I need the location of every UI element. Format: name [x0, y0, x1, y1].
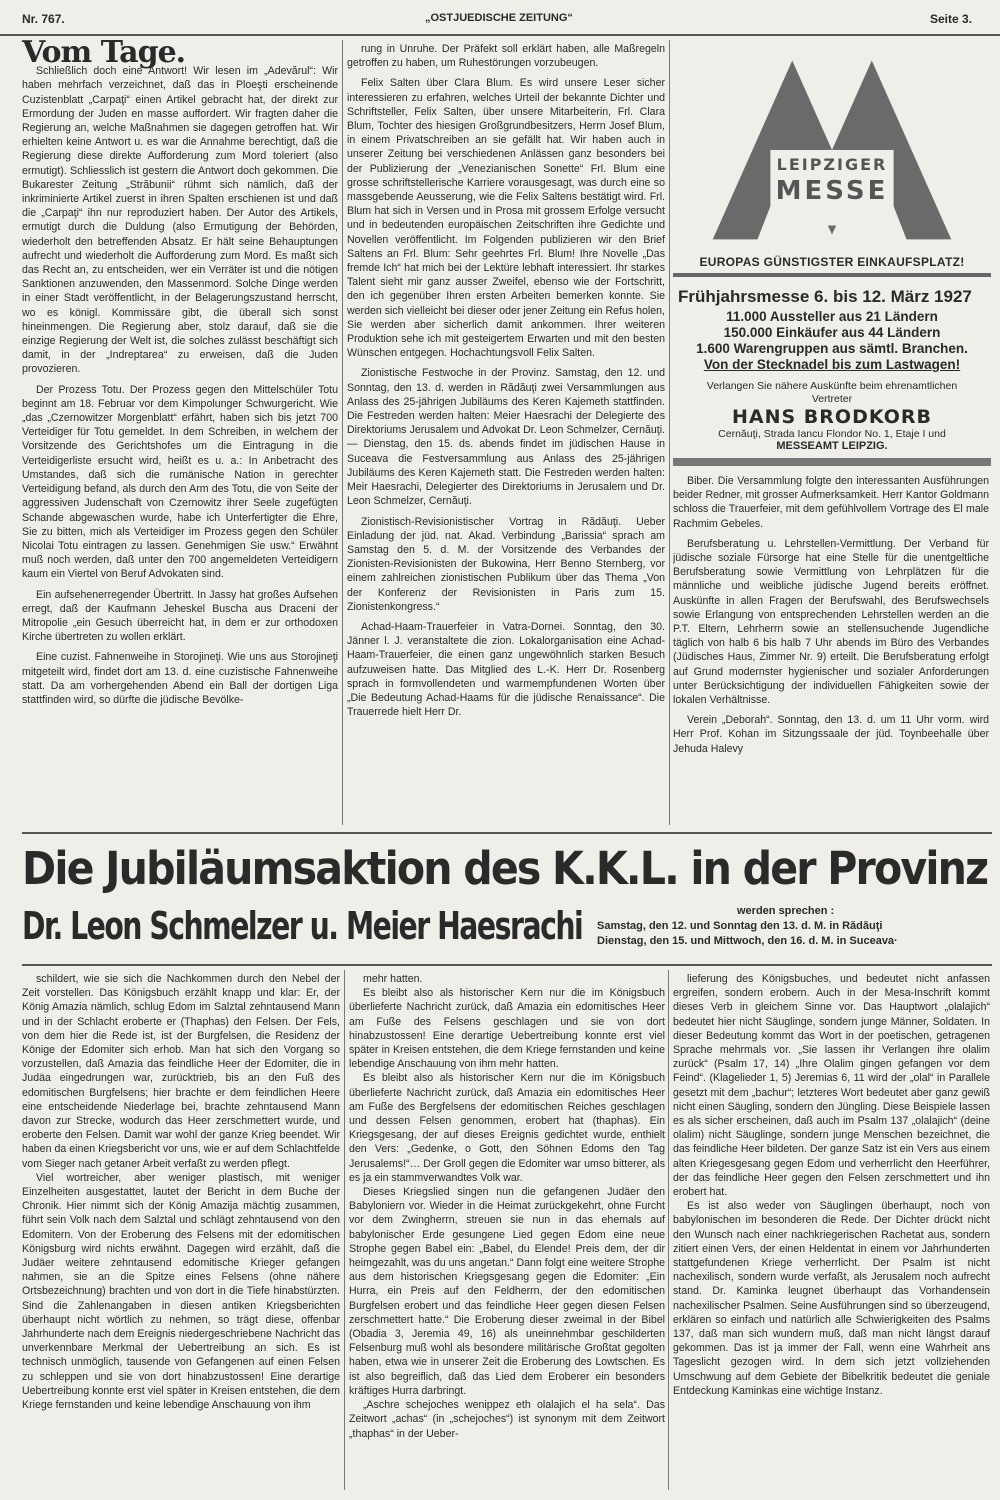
column-divider [668, 970, 669, 1490]
paragraph: Felix Salten über Clara Blum. Es wird unsere Leser sicher interessieren zu erfahren, welches Urteil der bekannte Dichter und Schriftsteller, Felix Salten, über unsere Mitarbeiterin, Frl. Clara Blum, Tochter des hiesigen Großgrundbesitzers, Herrn Josef Blum, in einem Privatschreiben an sie gefällt hat. Wir haben auch in unserer Zeitung bei verschiedenen Anlässen ganz besonders bei der Publizierung der „Venezianischen Sonette“ Frl. Blum eine grosse schriftstellerische Karriere vorausgesagt, was durch eine so massgebende Aeusserung, wie die Felix Saltens bestätigt wird. Frl. Blum hat sich in Versen und in Prosa mit grossem Erfolge versucht und in bedeutenden europäischen Zeitschriften ihre Gedichte und Novellen veröffentlicht. Im Folgenden publizieren wir den Brief Saltens an Frl. Blum: Sehr geehrtes Frl. Blum! Ihre Novelle „Das fremde Ich“ hat mich bei der Lektüre lebhaft interessiert. Ihr starkes Talent sieht mir ganz ausser Zweifel, ebenso wie der Fortschritt, den ich gegenüber Ihren ersten Arbeiten bemerken konnte. Sie werden sich vielleicht bei dieser oder jener Zeitung ein Refus holen, Sie werden aber sicherlich damit ankommen. Ihrer weiteren Produktion sehe ich mit gesteigertem Erwarten und mit den besten Wünschen entgegen. Hochachtungsvoll Felix Salten. [347, 77, 665, 360]
paragraph: Dieses Kriegslied singen nun die gefangenen Judäer den Babyloniern vor. Wieder in die Heimat zurückgekehrt, ohne Furcht vor dem Zwingherrn, streuen sie nun in das ehemals auf babylonischer Erde gesungene Lied gegen Edom eine neue Strophe gegen Babel ein: „Babel, du Elende! Preis dem, der dir heimgezahlt, was du uns angetan.“ Dann folgt eine weitere Strophe aus dem historischen Kriegsgesang gegen die Edomiter: „Ein Hurra, ein Preis auf den Feldherrn, der den edomitischen Burgfelsen erobert und das feindliche Heer gegen diesen Felsen zerschmettert hatte.“ Die Eroberung dieser zweimal in der Bibel (Obadia 3, Jeremia 49, 16) als uneinnehmbar geschilderten Felsenburg muß wohl als besondere militärische Großtat gegolten haben, etwa wie in unserer Zeit die Eroberung des Lowtschen. Es ist also begreiflich, daß das Lied dem Eroberer ein besonders kräftiges Hurra darbringt. [349, 1186, 665, 1397]
leipziger-messe-advertisement [673, 40, 991, 466]
newspaper-title: „OSTJUEDISCHE ZEITUNG“ [425, 12, 573, 24]
ad-office: MESSEAMT LEIPZIG. [673, 440, 991, 466]
page-number: Seite 3. [930, 12, 973, 26]
paragraph: Eine cuzist. Fahnenweihe in Storojineţi. Wie uns aus Storojineţi mitgeteilt wird, findet dort am 13. d. eine cuzistische Fahnenweihe statt. Da am vorhergehenden Abend ein Ball der dortigen Liga stattfinden wird, so dürfte die jüdische Bevölke- [22, 651, 338, 706]
column-divider [669, 40, 670, 825]
page-header [0, 0, 1000, 36]
jubilee-banner [22, 832, 992, 966]
bottom-column-1 [22, 972, 340, 1412]
ad-tagline: Von der Stecknadel bis zum Lastwagen! [703, 357, 961, 372]
ad-stat-line: 150.000 Einkäufer aus 44 Ländern [723, 325, 941, 340]
paragraph: Viel wortreicher, aber weniger plastisch, mit weniger Einzelheiten ausgestattet, lautet der Bericht in dem Buche der Chronik. Hier nimmt sich der König Amazija mächtig zusammen, führt sein Volk nach dem Salztal und schlägt zehntausend von den Edomitern. Von der Eroberung des Felsens mit der edomitischen Königsburg wird nichts erwähnt. Dagegen wird erzählt, daß die Judäer weitere zehntausend edomitische Krieger gefangen nahmen, sie an die Spitze eines Felsens (ohne nähere Ortsbezeichnung) brachten und von dort in die Tiefe hinabstürzten. Sind die Zahlenangaben in diesen antiken Kriegsberichten überhaupt nicht wörtlich zu nehmen, so trägt diese, offenbar Jahrhunderte nach dem Ereignis niedergeschriebene Nachricht das unverkennbare Merkmal der Uebertreibung an sich. Es ist technisch unmöglich, tausende von Gefangenen auf einen Felsen zu schleppen und sie von dort hinabzustossen! Eine derartige Uebertreibung konnte erst viel später in Kreisen entstehen, die dem Kriege fernstanden und keine lebendige Anschauung von ihm [22, 1171, 340, 1412]
paragraph: mehr hatten. [363, 973, 423, 985]
banner-speakers: Dr. Leon Schmelzer u. Meier Haesrachi [22, 904, 583, 948]
paragraph: Es bleibt also als historischer Kern nur die im Königsbuch überlieferte Nachricht zurück, daß Amazia ein edomitisches Heer am Fuße des Felsens geschlagen und sie von dort hinabzustossen! Eine derartige Uebertreibung konnte erst viel später in Kreisen entstehen, die dem Kriege fernstanden und keine lebendige Anschauung von ihm mehr hatten. [349, 987, 665, 1071]
paragraph: Verein „Deborah“. Sonntag, den 13. d. um 11 Uhr vorm. wird Herr Prof. Kohan im Sitzungssaale der jüd. Toynbeehalle über Jehuda Halevy [673, 714, 989, 755]
schedule-line: Samstag, den 12. und Sonntag den 13. d. M. in Rădăuţi [597, 920, 883, 932]
paragraph: Biber. Die Versammlung folgte den interessanten Ausführungen beider Redner, mit grosser Aufmerksamkeit. Herr Kantor Goldmann schloss die Trauerfeier, mit dem gefühlvollem Vortrage des El male Rachmim Gebeles. [673, 475, 989, 530]
paragraph: rung in Unruhe. Der Präfekt soll erklärt haben, alle Maßregeln getroffen zu haben, um Ruhestörungen vorzubeugen. [347, 43, 665, 70]
speak-label: werden sprechen : [737, 905, 835, 917]
issue-number: Nr. 767. [22, 12, 65, 26]
ad-stat-line: 1.600 Warengruppen aus sämtl. Branchen. [696, 341, 968, 356]
logo-leipziger: LEIPZIGER [776, 155, 888, 174]
ad-stat-line: 11.000 Aussteller aus 21 Ländern [726, 309, 938, 324]
paragraph: Ein aufsehenerregender Übertritt. In Jassy hat großes Aufsehen erregt, daß der Kaufmann Jeheskel Buscha aus Draceni der Mitropolie „ein Gesuch überreicht hat, in dem er zur orthodoxen Kirche übertreten zu wollen erklärt. [22, 588, 338, 644]
paragraph: Achad-Haam-Trauerfeier in Vatra-Dornei. Sonntag, den 30. Jänner l. J. veranstaltete die zion. Lokalorganisation eine Achad-Haam-Trauerfeier, die einen ganz ungewöhnlich starken Besuch aufzuweisen hatte. Das Mitglied des L.-K. Herr Dr. Rosenberg sprach in formvollendeten und warmempfundenen Worten über „Die Bedeutung Achad-Haams für die jüdische Renaissance“. Die Trauerrede hielt Herr Dr. [347, 620, 665, 719]
paragraph: „Aschre schejoches wenippez eth olalajich el ha sela“. Das Zeitwort „achas“ (in „schejoches“) ist synonym mit dem Zeitwort „thaphas“ in der Ueber- [349, 1399, 665, 1440]
ad-address: Cernăuţi, Strada Iancu Flondor No. 1, Etaje I und [718, 428, 946, 440]
banner-headline: Die Jubiläumsaktion des K.K.L. in der Provinz [22, 842, 988, 895]
paragraph: Der Prozess Totu. Der Prozess gegen den Mittelschüler Totu beginnt am 18. Februar vor dem Kimpolunger Schwurgericht. Wie „das „Czernowitzer Morgenblatt“ erfährt, haben sich bis jetzt 700 Verteidiger für Totu gemeldet. In dem Schreiben, in welchem der Vorsitzende des Gerichtshofes um die Eintragung in die Verteidigerliste ersucht wird, heißt es u. a.: In Anbetracht des Umstandes, daß sich die rumänische Nation in gerechter Verteidigung befand, als durch den Arm des Totu, die von Seite der aggressiven Judenschaft von Czernowitz ihrer Seele zugefügten Schande abgewaschen wurde, habe ich Unterfertigter die Ehre, Sie zu bitten, mich als Verteidiger im Prozess gegen den Schüler Nicolai Totu eintragen zu lassen. Genehmigen Sie usw.“ Erwähnt muß noch werden, daß unter den 700 angemeldeten Verteidigern kaum ein Viertel von Beruf Advokaten sind. [22, 383, 338, 581]
column-divider [342, 40, 343, 825]
ad-stats [673, 309, 991, 357]
column-divider [344, 970, 345, 1490]
paragraph: Zionistische Festwoche in der Provinz. Samstag, den 12. und Sonntag, den 13. d. werden in Rădăuţi zwei Versammlungen aus Anlass des 25-jährigen Jubiläums des Keren Kajemeth stattfinden. Die Festreden werden halten: Meier Haesrachi der Delegierte des Direktoriums Jerusalem und Advokat Dr. Leon Schmelzer, Cernăuţi.— Dienstag, den 15. ds. abends findet im jüdischen Hause in Suceava die Festversammlung aus Anlass des 25-jährigen Jubiläums des Keren Kajemeth statt. Die Festreden werden halten: Meir Haesrachi, Delegierter des Direktoriums in Jerusalem und Dr. Leon Schmelzer, Cernăuţi. [347, 367, 665, 508]
paragraph: Es ist also weder von Säuglingen überhaupt, noch von babylonischen im besonderen die Rede. Der Dichter drückt nicht den Wunsch nach einer nachkriegerischen Rachetat aus, sondern zitiert einen Vers, der einen Heldentat in einem vor Jahrhunderten stattgefundenen Kriege verherrlicht. Der Psalm ist nicht nachexilisch, sondern wurde verfaßt, als Jerusalem noch aufrecht stand. Dr. Kaminka leugnet überhaupt das Vorhandensein nachexilischer Psalmen. Seine Ausführungen sind so überzeugend, erklären so einfach und natürlich alle Schwierigkeiten des Psalms 137, daß man sich wundern muß, daß man nicht längst darauf gekommen. Das ist ja immer der Fall, wenn eine Wahrheit ans Tageslicht gezogen wird. In dem sich jetzt vollziehenden Umschwung auf dem Gebiete der Bibelkritik bedeutet die geniale Entdeckung Kaminkas eine wichtige Instanz. [673, 1200, 990, 1397]
ad-info: Verlangen Sie nähere Auskünfte beim ehrenamtlichen Vertreter [706, 380, 958, 405]
paragraph: schildert, wie sie sich die Nachkommen durch den Nebel der Zeit vorstellen. Das Königsbuch erzählt knapp und klar: Er, der König Amazia nämlich, schlug Edom im Salztal zehntausend Mann und in der Schlacht eroberte er (Thaphas) den Felsen. Der Fels, von dem hier die Rede ist, ist der Burgfelsen, die Residenz der Könige der Edomiter sich erhob. Man hat sich den Vorgang so vorzustellen, daß Amazia das feindliche Heer der Edomiter, die in Judäa eingedrungen war, zurücktrieb, bis an den Fuß des edomitischen Burgfelsens; hier brachte er dem feindlichen Heere eine entscheidende Niederlage bei, brachte zehntausend Mann davon zur Strecke, wodurch das Heer zerschmettert wurde, und eroberte den Felsen. Damit war wohl der ganze Krieg beendet. Wir haben da einen Kriegsbericht vor uns, wie er auf dem Schlachtfelde vom Sieger nach getaner Arbeit verfaßt zu werden pflegt. [22, 973, 340, 1170]
right-column [673, 40, 991, 828]
schedule-line: Dienstag, den 15. und Mittwoch, den 16. d. M. in Suceava· [597, 935, 898, 947]
bottom-column-2 [349, 972, 665, 1441]
paragraph: Schließlich doch eine Antwort! Wir lesen im „Adevărul“: Wir haben mehrfach verzeichnet, daß das in Ploeşti erscheinende Cuzistenblatt „Carpaţi“ einen Artikel gebracht hat, der direkt zur Ermordung der Juden en masse auffordert. Wir fragten daher die Regierung an, welche Maßnahmen sie dagegen getroffen hat. Wir erhielten keine Antwort u. es war die Annahme berechtigt, daß die Regierung diese direkte Aufforderung zum Mord toleriert (also ermutigt). Schliesslich ist gestern die Antwort doch gekommen. Die Bukarester Zeitung „Străbunii“ rühmt sich nämlich, daß der inkriminierte Artikel zuerst in ihren Spalten erschienen ist und daß die „Carpaţi“ ihn nur reproduziert haben. Der Autor des Artikels, ermutigt durch die Duldung (also Ermutigung der Behörden, wiederholt den betreffenden Absatz. Er hält seine Behauptungen aufrecht und wiederholt die Aufforderung zum Mord. Es maßt sich das Recht an, zu entscheiden, wer ein Verräter ist und die nötigen Sanktionen anzuwenden, den Massenmord. Solche Dinge werden in einer Stadt veröffentlicht, in der Belagerungszustand herrscht, wo es königl. Kommissäre gibt, die überall sich sonst hineinmengen. Die Regierung aber, stolz darauf, daß sie die einzige Regierung der Welt ist, die solches zulässt beschäftigt sich damit, in der „Indreptarea“ zu erweisen, daß die Juden provozieren. [22, 65, 338, 376]
paragraph: Zionistisch-Revisionistischer Vortrag in Rădăuţi. Ueber Einladung der jüd. nat. Akad. Verbindung „Barissia“ sprach am Samstag den 5. d. M. der Vorsitzende des Verbandes der Zionisten-Revisionisten der Bukowina, Herr Benno Sternberg, vor einem zahlreichen zionistischen Publikum über das Thema „Von der Konferenz der Revisionisten in Paris zum 15. Zionistenkongress.“ [347, 515, 665, 613]
column-vom-tage [22, 35, 338, 707]
ad-slogan: EUROPAS GÜNSTIGSTER EINKAUFSPLATZ! [673, 255, 991, 277]
messe-m-logo-icon [673, 40, 991, 250]
banner-schedule [597, 904, 992, 949]
column-news-right [673, 474, 989, 756]
column-news [347, 42, 665, 719]
bottom-column-3 [673, 972, 990, 1398]
paragraph: Es bleibt also als historischer Kern nur die im Königsbuch überlieferte Nachricht zurück, daß Amazia ein edomitisches Heer am Fuße des Bergfelsens der edomitischen Reiches geschlagen und dessen Felsen genommen, erobert hat (thaphas). Ein Kriegsgesang, der auf dieses Ereignis gedichtet wurde, enthielt den Vers: „Gedenke, o Gott, den Söhnen Edoms den Tag Jerusalems!“… Der Groll gegen die Edomiter war umso bitterer, als es ja ein stammverwandtes Volk war. [349, 1072, 665, 1184]
paragraph: lieferung des Königsbuches, und bedeutet nicht anfassen ergreifen, sondern erobern. Auch in der Mesa-Inschrift kommt dieses Verb in gleichem Sinne vor. Das Hauptwort „olalajich“ bedeutet hier nicht Säuglinge, sondern junge Männer, Soldaten. In dieser Bedeutung kommt das Wort in der poetischen, getragenen Sprache mehrmals vor. „Sie lassen ihr Verlangen ihre olalim zurück“ (Psalm 17, 14) „Ihre Olalim gingen gefangen vor dem Feind“. (Klagelieder 1, 5) Jeremias 6, 11 wird der „olal“ in Parallele gesetzt mit dem „bachur“; letzteres Wort bedeutet aber ganz gewiß nicht einen Säugling, sondern den Jüngling. Diese Beispiele lassen es als sicher erscheinen, daß auch im Psalm 137 „olalajich“ (deine olalim) nicht Säuglinge, sondern junge Menschen bezeichnet, die das feindliche Heer bildeten. Der ganze Satz ist ein Vers aus einem alten Kriegesgesang gegen Edom und verherrlicht den Heerführer, der das feindliche Heer gegen den Felsen zerschmettert und ihn erobert hat. [673, 973, 990, 1199]
ad-dates: Frühjahrsmesse 6. bis 12. März 1927 [678, 287, 972, 306]
logo-messe: MESSE [775, 176, 889, 206]
section-title: Vom Tage. [22, 35, 186, 70]
ad-agent: HANS BRODKORB [732, 406, 932, 428]
paragraph: Berufsberatung u. Lehrstellen-Vermittlung. Der Verband für jüdische soziale Fürsorge hat eine Stelle für die unentgeltliche Berufsberatung sowie Vermittlung von Lehrplätzen für die männliche und weibliche jüdische Jugend bereits eröffnet. Auskünfte in allen Fragen der Berufswahl, des Berufswechsels sowie Erlangung von entsprechenden Lehrstellen werden an die P.T. Eltern, Lehrherrn sowie an stellensuchende Jugendliche täglich von halb 6 bis halb 7 Uhr abends im Büro des Verbandes (Jüdisches Haus, Zimmer Nr. 9) erteilt. Die Berufsberatung erfolgt auf Grund modernster hygienischer und sozialer Anforderungen unter Berücksichtigung der individuellen Fähigkeiten sowie der lokalen Verhältnisse. [673, 537, 989, 707]
